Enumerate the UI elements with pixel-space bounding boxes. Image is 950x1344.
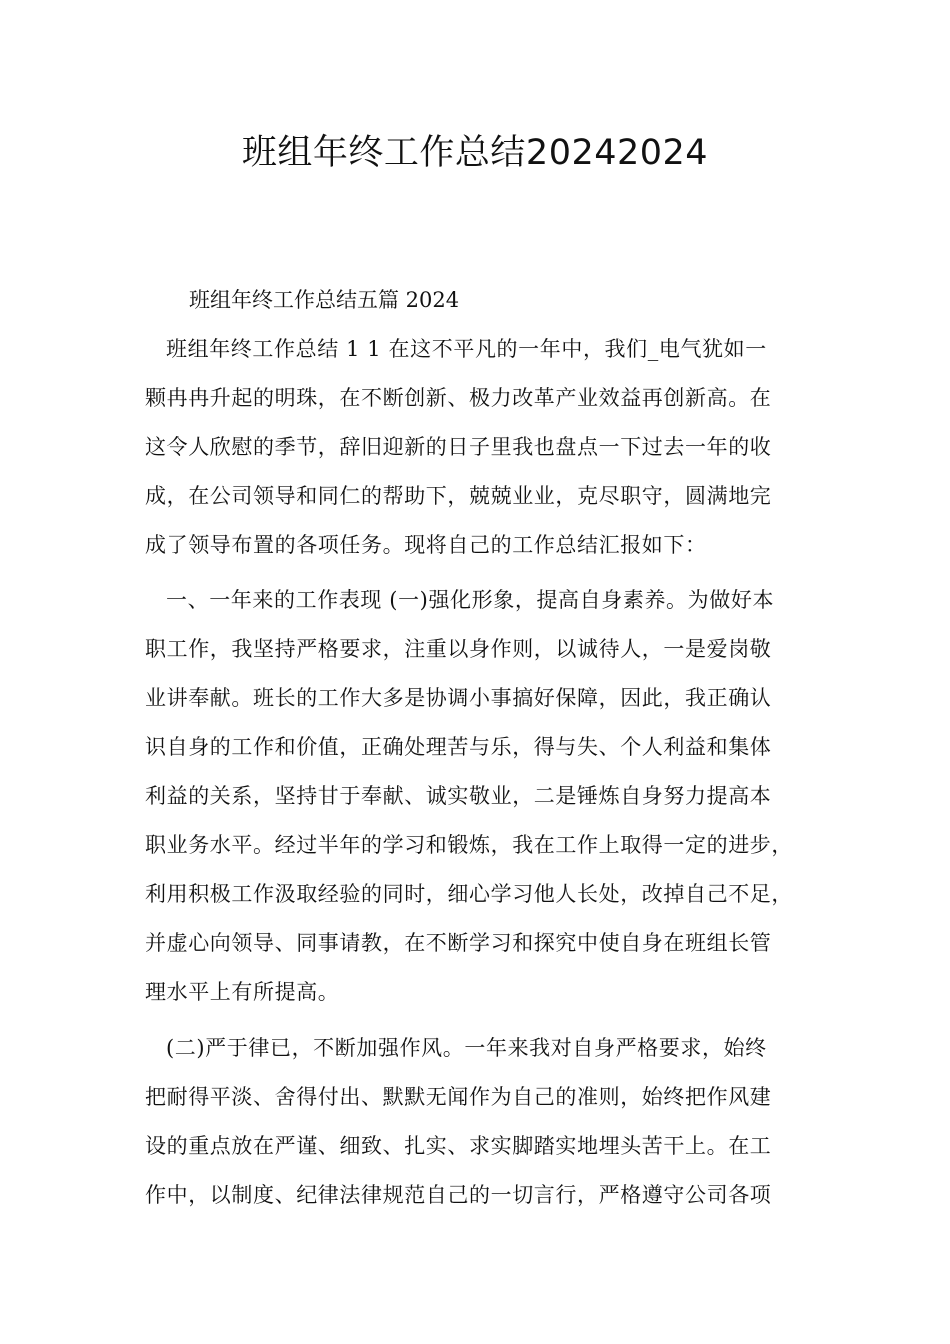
- paragraph-line: 职业务水平。经过半年的学习和锻炼，我在工作上取得一定的进步，: [145, 833, 793, 857]
- paragraph-line: 设的重点放在严谨、细致、扎实、求实脚踏实地埋头苦干上。在工: [145, 1134, 772, 1158]
- paragraph-line: 利用积极工作汲取经验的同时，细心学习他人长处，改掉自己不足，: [145, 882, 793, 906]
- paragraph-line: (二)严于律已，不断加强作风。一年来我对自身严格要求，始终: [166, 1036, 767, 1060]
- paragraph-line: 理水平上有所提高。: [145, 980, 340, 1004]
- paragraph-line: 利益的关系，坚持甘于奉献、诚实敬业，二是锤炼自身努力提高本: [145, 784, 772, 808]
- paragraph-line: 班组年终工作总结 1 1 在这不平凡的一年中，我们_电气犹如一: [166, 337, 767, 361]
- paragraph-line: 一、一年来的工作表现 (一)强化形象，提高自身素养。为做好本: [166, 588, 775, 612]
- paragraph-line: 颗冉冉升起的明珠，在不断创新、极力改革产业效益再创新高。在: [145, 386, 772, 410]
- paragraph-line: 这令人欣慰的季节，辞旧迎新的日子里我也盘点一下过去一年的收: [145, 435, 772, 459]
- paragraph-line: 识自身的工作和价值，正确处理苦与乐，得与失、个人利益和集体: [145, 735, 772, 759]
- paragraph-line: 职工作，我坚持严格要求，注重以身作则，以诚待人，一是爱岗敬: [145, 637, 772, 661]
- document-title: 班组年终工作总结20242024: [241, 133, 709, 173]
- paragraph-1: [145, 325, 825, 570]
- paragraph-line: 成，在公司领导和同仁的帮助下，兢兢业业，克尽职守，圆满地完: [145, 484, 772, 508]
- paragraph-line: 成了领导布置的各项任务。现将自己的工作总结汇报如下：: [145, 533, 707, 557]
- document-subtitle: 班组年终工作总结五篇 2024: [189, 288, 460, 312]
- paragraph-line: 把耐得平淡、舍得付出、默默无闻作为自己的准则，始终把作风建: [145, 1085, 772, 1109]
- paragraph-line: 并虚心向领导、同事请教，在不断学习和探究中使自身在班组长管: [145, 931, 772, 955]
- paragraph-2: [145, 576, 825, 1017]
- paragraph-line: 作中，以制度、纪律法律规范自己的一切言行，严格遵守公司各项: [145, 1183, 772, 1207]
- paragraph-3: [145, 1024, 825, 1220]
- paragraph-line: 业讲奉献。班长的工作大多是协调小事搞好保障，因此，我正确认: [145, 686, 772, 710]
